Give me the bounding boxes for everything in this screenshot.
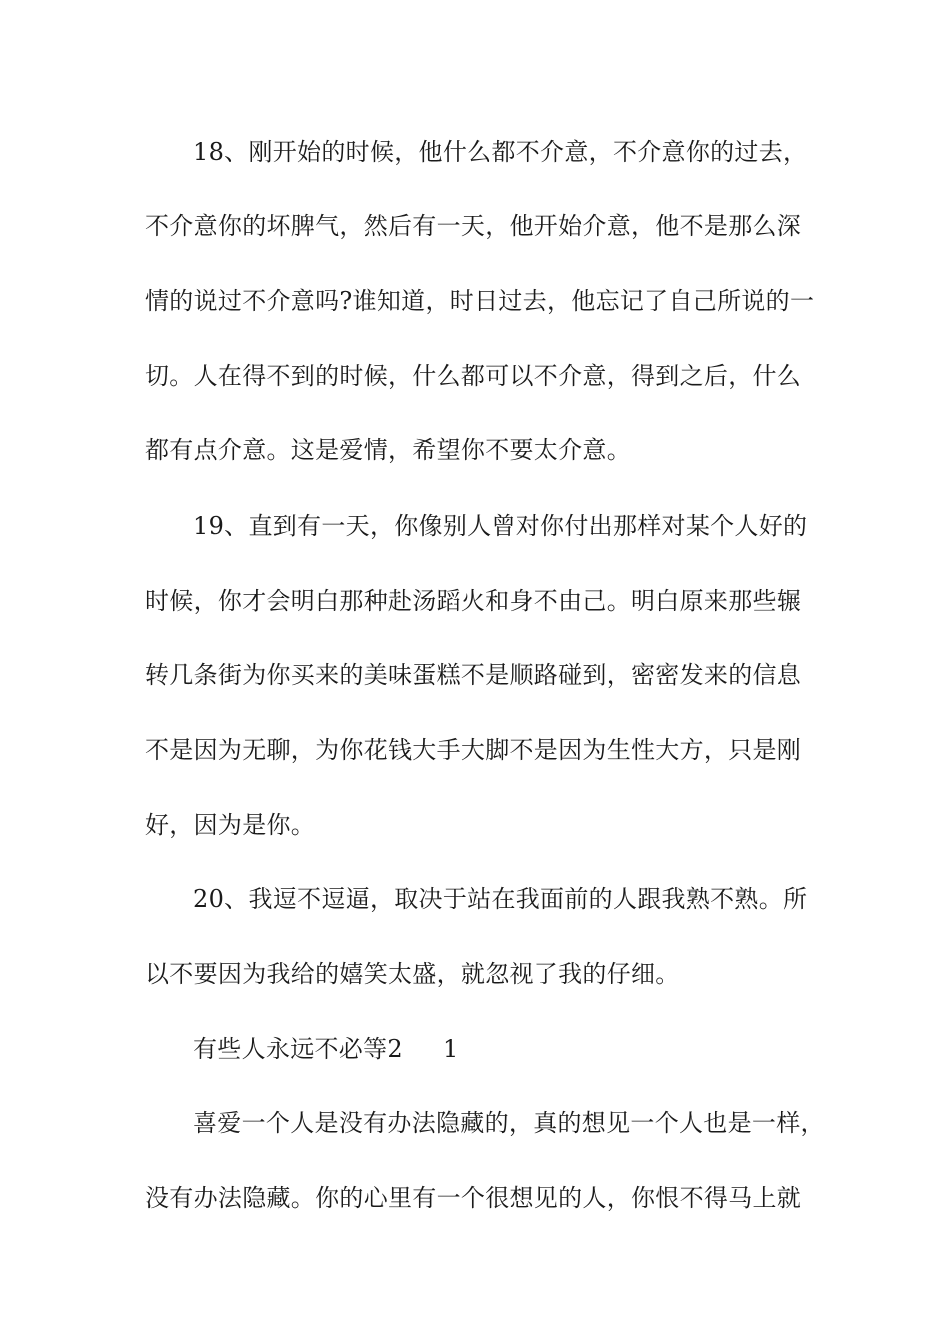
section-heading-number: 1	[442, 1035, 459, 1063]
paragraph-19-line-3: 转几条街为你买来的美味蛋糕不是顺路碰到，密密发来的信息	[145, 661, 802, 689]
paragraph-18-line-3: 情的说过不介意吗?谁知道，时日过去，他忘记了自己所说的一	[145, 287, 815, 315]
section-heading	[193, 1033, 459, 1065]
section-heading-title: 有些人永远不必等2	[193, 1035, 403, 1063]
paragraph-20-line-1: 20、我逗不逗逼，取决于站在我面前的人跟我熟不熟。所	[193, 885, 808, 913]
paragraph-18-line-2: 不介意你的坏脾气，然后有一天，他开始介意，他不是那么深	[145, 212, 802, 240]
paragraph-19-line-5: 好，因为是你。	[145, 811, 316, 839]
paragraph-19-line-4: 不是因为无聊，为你花钱大手大脚不是因为生性大方，只是刚	[145, 736, 802, 764]
paragraph-next-line-2: 没有办法隐藏。你的心里有一个很想见的人，你恨不得马上就	[145, 1184, 802, 1212]
paragraph-19-line-2: 时候，你才会明白那种赴汤蹈火和身不由己。明白原来那些辗	[145, 587, 802, 615]
paragraph-18-line-5: 都有点介意。这是爱情，希望你不要太介意。	[145, 436, 631, 464]
paragraph-18-line-1: 18、刚开始的时候，他什么都不介意，不介意你的过去，	[193, 138, 808, 166]
paragraph-20-line-2: 以不要因为我给的嬉笑太盛，就忽视了我的仔细。	[145, 960, 680, 988]
paragraph-18-line-4: 切。人在得不到的时候，什么都可以不介意，得到之后，什么	[145, 362, 802, 390]
paragraph-19-line-1: 19、直到有一天，你像别人曾对你付出那样对某个人好的	[193, 512, 808, 540]
paragraph-next-line-1: 喜爱一个人是没有办法隐藏的，真的想见一个人也是一样，	[193, 1109, 825, 1137]
